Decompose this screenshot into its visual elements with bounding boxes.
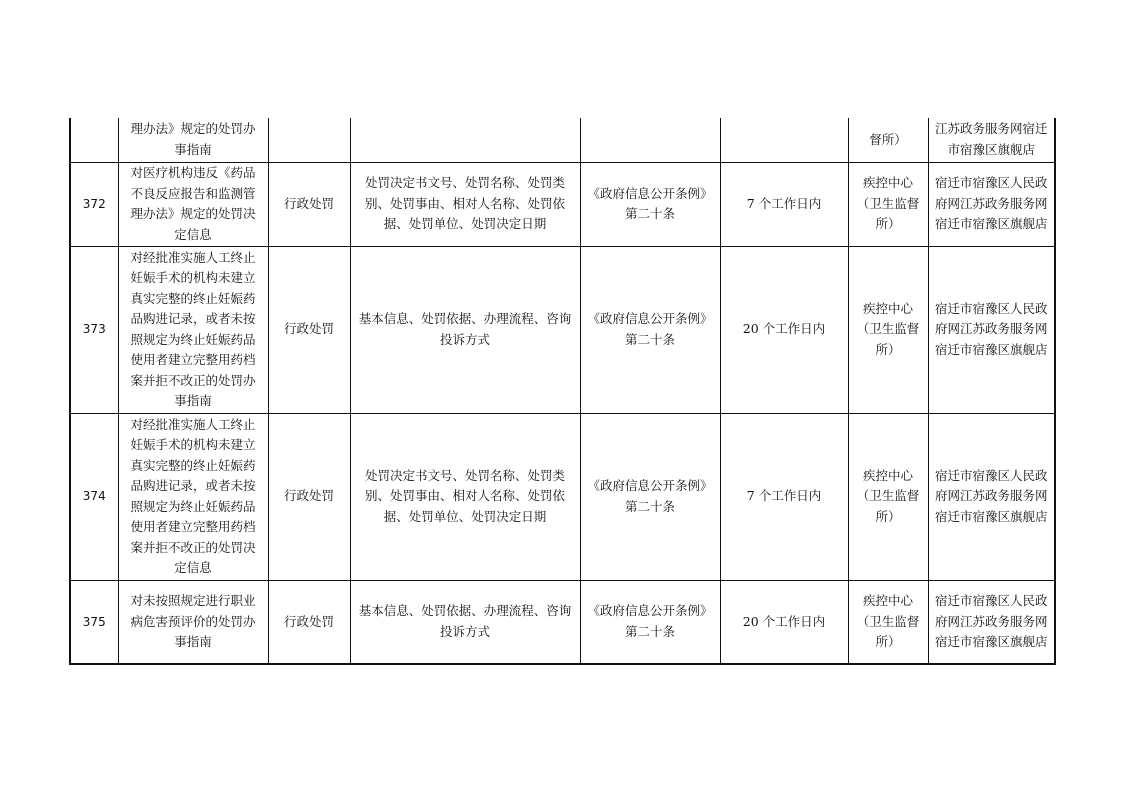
row-number: 372 bbox=[70, 162, 118, 246]
channel-cell: 宿迁市宿豫区人民政府网江苏政务服务网宿迁市宿豫区旗舰店 bbox=[928, 580, 1055, 664]
dept-cell: 疾控中心（卫生监督所） bbox=[848, 580, 928, 664]
category-cell: 行政处罚 bbox=[268, 413, 350, 580]
basis-cell: 《政府信息公开条例》第二十条 bbox=[580, 580, 720, 664]
dept-cell: 疾控中心（卫生监督所） bbox=[848, 162, 928, 246]
period-cell: 20 个工作日内 bbox=[720, 246, 848, 413]
content-cell: 基本信息、处罚依据、办理流程、咨询投诉方式 bbox=[350, 246, 580, 413]
period-cell: 7 个工作日内 bbox=[720, 413, 848, 580]
dept-cell: 督所） bbox=[848, 118, 928, 162]
item-name: 对经批准实施人工终止妊娠手术的机构未建立真实完整的终止妊娠药品购进记录，或者未按照规定为终止妊娠药品使用者建立完整用药档案并拒不改正的处罚决定信息 bbox=[118, 413, 268, 580]
dept-cell: 疾控中心（卫生监督所） bbox=[848, 246, 928, 413]
category-cell bbox=[268, 118, 350, 162]
content-cell bbox=[350, 118, 580, 162]
table-row bbox=[70, 413, 1055, 580]
dept-cell: 疾控中心（卫生监督所） bbox=[848, 413, 928, 580]
period-cell bbox=[720, 118, 848, 162]
channel-cell: 宿迁市宿豫区人民政府网江苏政务服务网宿迁市宿豫区旗舰店 bbox=[928, 413, 1055, 580]
row-number bbox=[70, 118, 118, 162]
row-number: 375 bbox=[70, 580, 118, 664]
channel-cell: 宿迁市宿豫区人民政府网江苏政务服务网宿迁市宿豫区旗舰店 bbox=[928, 246, 1055, 413]
content-cell: 基本信息、处罚依据、办理流程、咨询投诉方式 bbox=[350, 580, 580, 664]
table-row bbox=[70, 246, 1055, 413]
item-name: 对医疗机构违反《药品不良反应报告和监测管理办法》规定的处罚决定信息 bbox=[118, 162, 268, 246]
table-row bbox=[70, 580, 1055, 664]
basis-cell bbox=[580, 118, 720, 162]
table-row bbox=[70, 162, 1055, 246]
disclosure-table bbox=[69, 118, 1056, 665]
basis-cell: 《政府信息公开条例》第二十条 bbox=[580, 246, 720, 413]
category-cell: 行政处罚 bbox=[268, 162, 350, 246]
content-cell: 处罚决定书文号、处罚名称、处罚类别、处罚事由、相对人名称、处罚依据、处罚单位、处罚决定日期 bbox=[350, 162, 580, 246]
category-cell: 行政处罚 bbox=[268, 246, 350, 413]
period-cell: 20 个工作日内 bbox=[720, 580, 848, 664]
row-number: 373 bbox=[70, 246, 118, 413]
basis-cell: 《政府信息公开条例》第二十条 bbox=[580, 162, 720, 246]
category-cell: 行政处罚 bbox=[268, 580, 350, 664]
basis-cell: 《政府信息公开条例》第二十条 bbox=[580, 413, 720, 580]
row-number: 374 bbox=[70, 413, 118, 580]
period-cell: 7 个工作日内 bbox=[720, 162, 848, 246]
channel-cell: 江苏政务服务网宿迁市宿豫区旗舰店 bbox=[928, 118, 1055, 162]
item-name: 对未按照规定进行职业病危害预评价的处罚办事指南 bbox=[118, 580, 268, 664]
item-name: 理办法》规定的处罚办事指南 bbox=[118, 118, 268, 162]
channel-cell: 宿迁市宿豫区人民政府网江苏政务服务网宿迁市宿豫区旗舰店 bbox=[928, 162, 1055, 246]
content-cell: 处罚决定书文号、处罚名称、处罚类别、处罚事由、相对人名称、处罚依据、处罚单位、处罚决定日期 bbox=[350, 413, 580, 580]
item-name: 对经批准实施人工终止妊娠手术的机构未建立真实完整的终止妊娠药品购进记录，或者未按照规定为终止妊娠药品使用者建立完整用药档案并拒不改正的处罚办事指南 bbox=[118, 246, 268, 413]
table-row bbox=[70, 118, 1055, 162]
